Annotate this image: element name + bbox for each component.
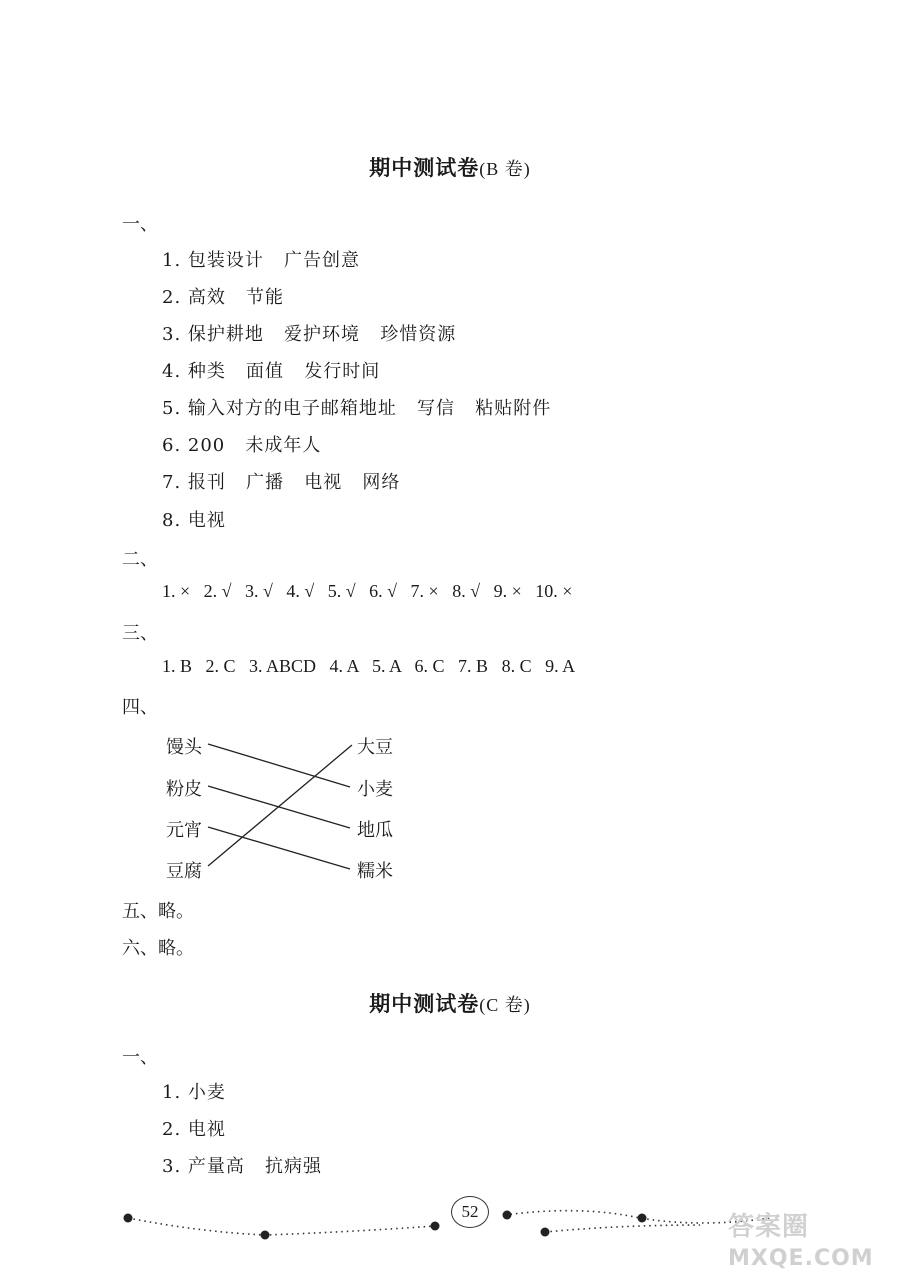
test-b-title-sub: (B 卷) — [479, 159, 531, 179]
b-sec1-item-5: 5. 输入对方的电子邮箱地址 写信 粘贴附件 — [162, 398, 552, 419]
match-right-2: 小麦 — [357, 779, 393, 800]
c-sec1-item-3: 3. 产量高 抗病强 — [162, 1156, 323, 1177]
watermark-bottom: MXQE.COM — [728, 1246, 874, 1271]
watermark-top: 答案圈 — [728, 1212, 810, 1242]
b-sec1-item-8: 8. 电视 — [162, 510, 226, 531]
b-sec2-answers: 1. × 2. √ 3. √ 4. √ 5. √ 6. √ 7. × 8. √ 9. × 10. × — [162, 581, 573, 601]
match-left-4: 豆腐 — [166, 861, 202, 882]
page-number: 52 — [451, 1196, 489, 1228]
b-section-5: 五、略。 — [122, 901, 194, 922]
match-right-4: 糯米 — [357, 861, 393, 882]
match-right-3: 地瓜 — [357, 820, 393, 841]
match-left-3: 元宵 — [166, 820, 202, 841]
test-b-title-main: 期中测试卷 — [369, 156, 480, 180]
b-sec1-item-7: 7. 报刊 广播 电视 网络 — [162, 472, 401, 493]
match-right-1: 大豆 — [357, 737, 393, 758]
b-sec1-item-6: 6. 200 未成年人 — [162, 435, 322, 456]
b-sec1-item-4: 4. 种类 面值 发行时间 — [162, 361, 381, 382]
test-c-title-main: 期中测试卷 — [369, 992, 480, 1016]
b-sec3-answers: 1. B 2. C 3. ABCD 4. A 5. A 6. C 7. B 8. C 9. A — [162, 656, 576, 676]
watermark-logo — [728, 1206, 874, 1271]
b-section-4-label: 四、 — [122, 697, 158, 718]
match-left-2: 粉皮 — [166, 779, 202, 800]
c-sec1-item-2: 2. 电视 — [162, 1119, 226, 1140]
b-section-1-label: 一、 — [122, 214, 158, 235]
b-sec1-item-3: 3. 保护耕地 爱护环境 珍惜资源 — [162, 324, 457, 345]
b-section-2-label: 二、 — [122, 549, 158, 570]
b-sec1-item-1: 1. 包装设计 广告创意 — [162, 250, 361, 271]
b-section-3-label: 三、 — [122, 623, 158, 644]
c-sec1-item-1: 1. 小麦 — [162, 1082, 226, 1103]
c-section-1-label: 一、 — [122, 1047, 158, 1068]
b-section-6: 六、略。 — [122, 938, 194, 959]
b-sec1-item-2: 2. 高效 节能 — [162, 287, 285, 308]
match-left-1: 馒头 — [166, 737, 202, 758]
test-c-title-sub: (C 卷) — [479, 995, 531, 1015]
